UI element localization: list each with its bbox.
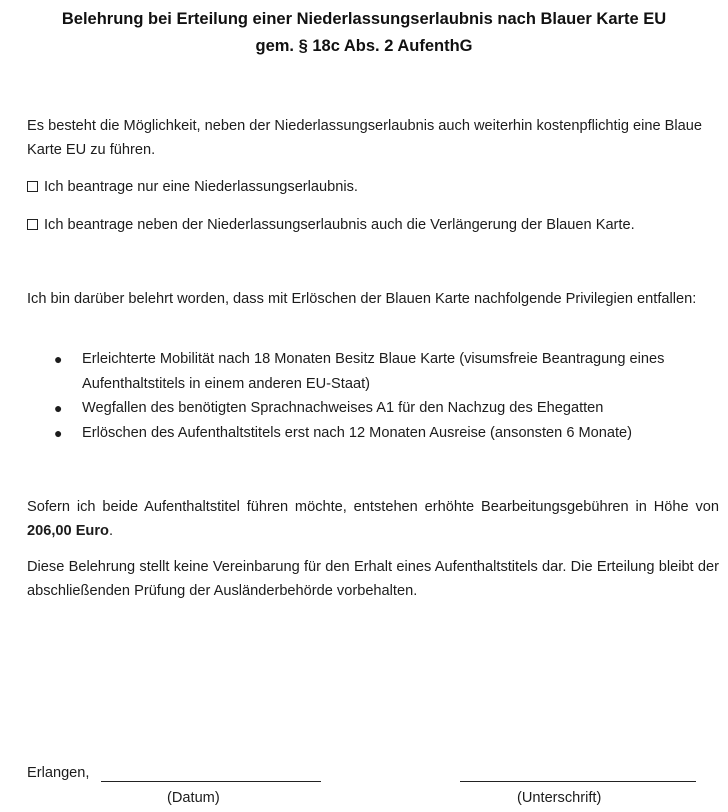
disclaimer-paragraph: Diese Belehrung stellt keine Vereinbarung für den Erhalt eines Aufenthaltstitels dar. Die Erteilung bleibt der abschließenden Prüfung der Ausländerbehörde vorbehalten. (27, 559, 719, 599)
privileges-intro: Ich bin darüber belehrt worden, dass mit Erlöschen der Blauen Karte nachfolgende Privilegien entfallen: (27, 291, 697, 307)
option-label: Ich beantrage nur eine Niederlassungserlaubnis. (44, 179, 358, 195)
fees-end: . (108, 522, 113, 539)
document-title (0, 6, 728, 60)
privilege-text: Wegfallen des benötigten Sprachnachweises A1 für den Nachzug des Ehegatten (82, 400, 604, 416)
fee-amount: 206,00 Euro (27, 522, 109, 539)
bullet-icon: ● (54, 400, 63, 416)
date-field[interactable] (101, 781, 321, 782)
signature-caption: (Unterschrift) (517, 790, 602, 806)
list-item (27, 347, 719, 396)
bullet-icon: ● (54, 424, 63, 441)
place-label: Erlangen, (27, 765, 90, 781)
list-item (27, 421, 719, 446)
signature-field[interactable] (460, 781, 696, 782)
option-settlement-only[interactable] (27, 176, 727, 199)
title-line-2: gem. § 18c Abs. 2 AufenthG (255, 37, 473, 55)
list-item (27, 396, 719, 421)
intro-paragraph: Es besteht die Möglichkeit, neben der Niederlassungserlaubnis auch weiterhin kostenpflichtig eine Blaue Karte EU zu führen. (27, 118, 702, 158)
bullet-icon: ● (54, 351, 63, 367)
date-caption: (Datum) (167, 790, 220, 806)
checkbox-icon[interactable] (27, 181, 38, 192)
privileges-list (27, 347, 719, 445)
fees-text: Sofern ich beide Aufenthaltstitel führen möchte, entstehen erhöhte Bearbeitungsgebühren in Höhe von (27, 499, 719, 515)
checkbox-icon[interactable] (27, 219, 38, 230)
privilege-text: Erleichterte Mobilität nach 18 Monaten Besitz Blaue Karte (visumsfreie Beantragung eines Aufenthaltstitels in einem anderen EU-Staat) (82, 351, 665, 392)
signature-section (27, 762, 717, 812)
title-line-1: Belehrung bei Erteilung einer Niederlassungserlaubnis nach Blauer Karte EU (61, 10, 667, 28)
fees-paragraph (27, 496, 719, 543)
option-label: Ich beantrage neben der Niederlassungserlaubnis auch die Verlängerung der Blauen Karte. (44, 217, 635, 233)
option-settlement-and-bluecard[interactable] (27, 214, 727, 237)
privilege-text: Erlöschen des Aufenthaltstitels erst nach 12 Monaten Ausreise (ansonsten 6 Monate) (82, 424, 633, 441)
